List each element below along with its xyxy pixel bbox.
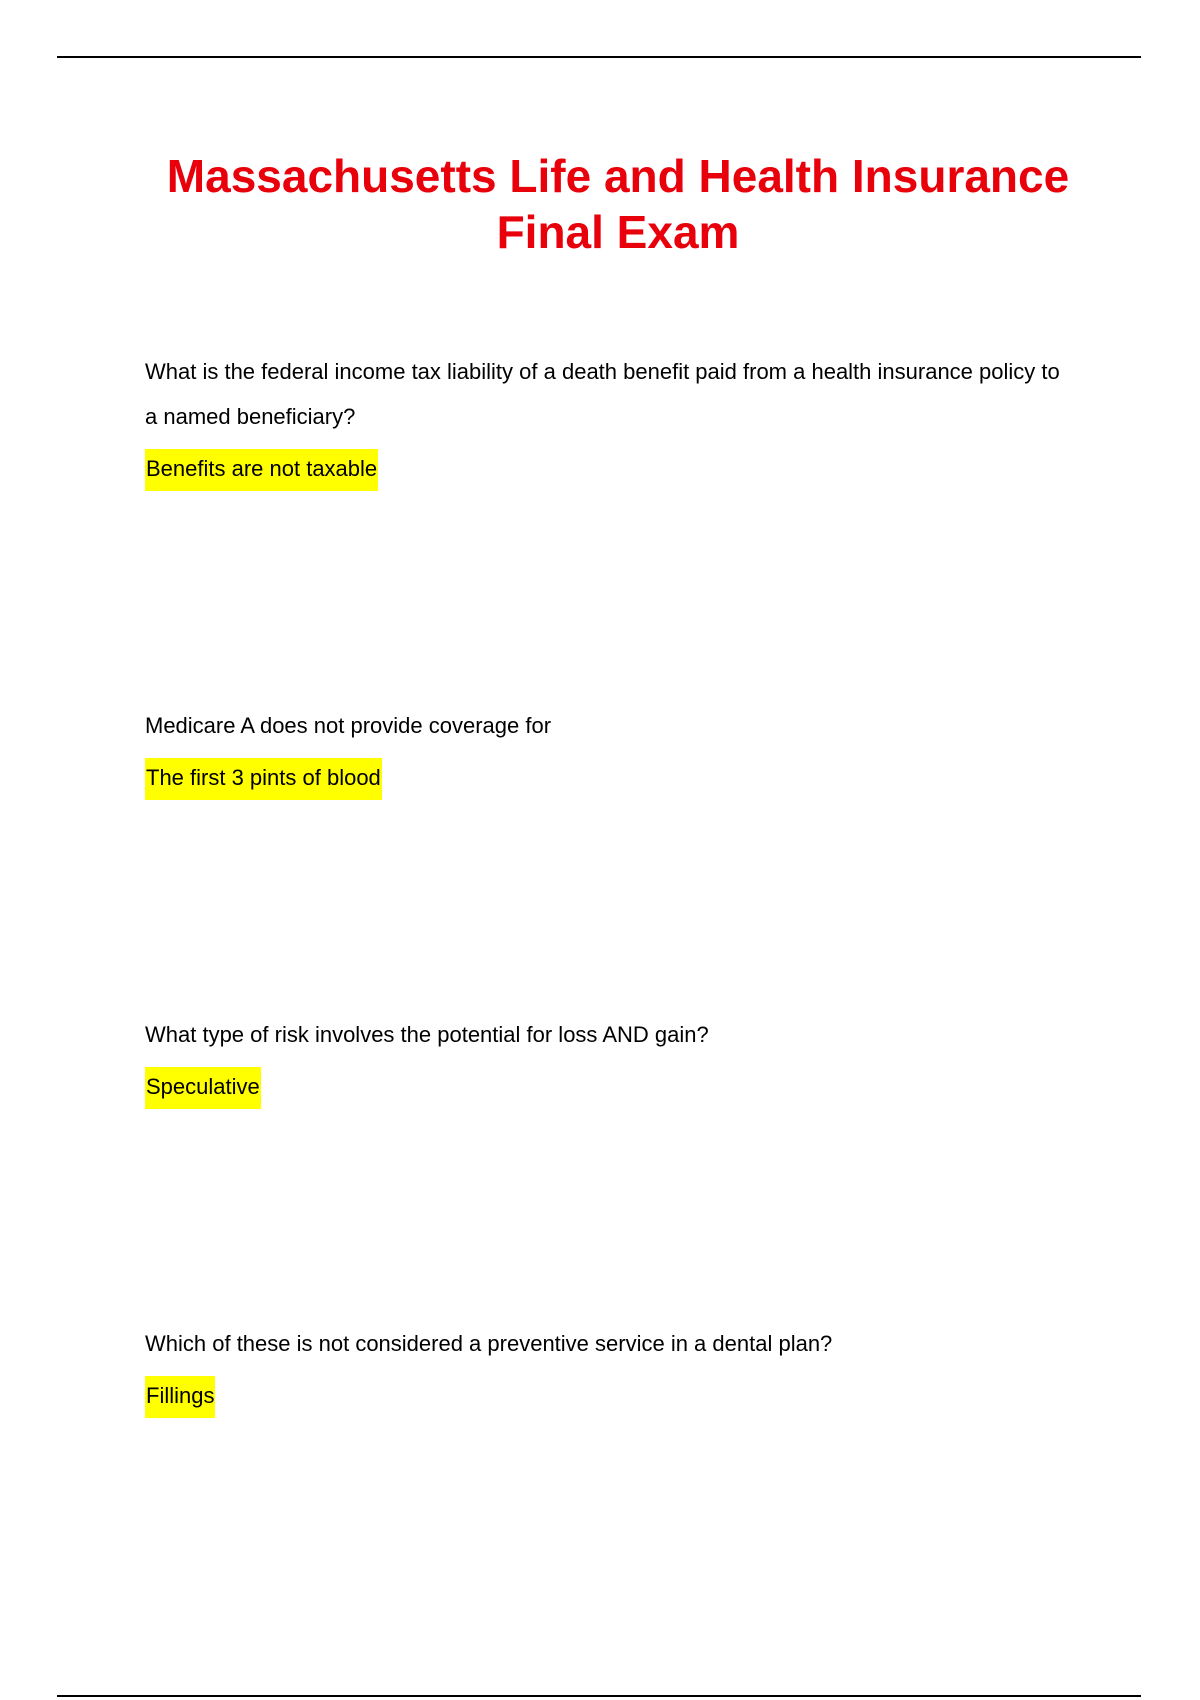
- question-text: Which of these is not considered a preventive service in a dental plan?: [145, 1331, 833, 1356]
- question-text: Medicare A does not provide coverage for: [145, 713, 552, 738]
- highlighted-answer: The first 3 pints of blood: [145, 758, 382, 800]
- question-text: What is the federal income tax liability of a death benefit paid from a health insurance policy to a named beneficiary?: [145, 359, 1060, 429]
- page-title: Massachusetts Life and Health Insurance Final Exam: [166, 150, 1070, 258]
- highlighted-answer: Fillings: [145, 1376, 215, 1418]
- highlighted-answer: Benefits are not taxable: [145, 449, 378, 491]
- footer-rule: [57, 1695, 1141, 1697]
- qa-item: [145, 703, 1075, 800]
- header-rule: [57, 56, 1141, 58]
- qa-item: [145, 1321, 1075, 1418]
- qa-item: [145, 1012, 1075, 1109]
- qa-item: [145, 349, 1075, 491]
- highlighted-answer: Speculative: [145, 1067, 261, 1109]
- question-text: What type of risk involves the potential for loss AND gain?: [145, 1022, 709, 1047]
